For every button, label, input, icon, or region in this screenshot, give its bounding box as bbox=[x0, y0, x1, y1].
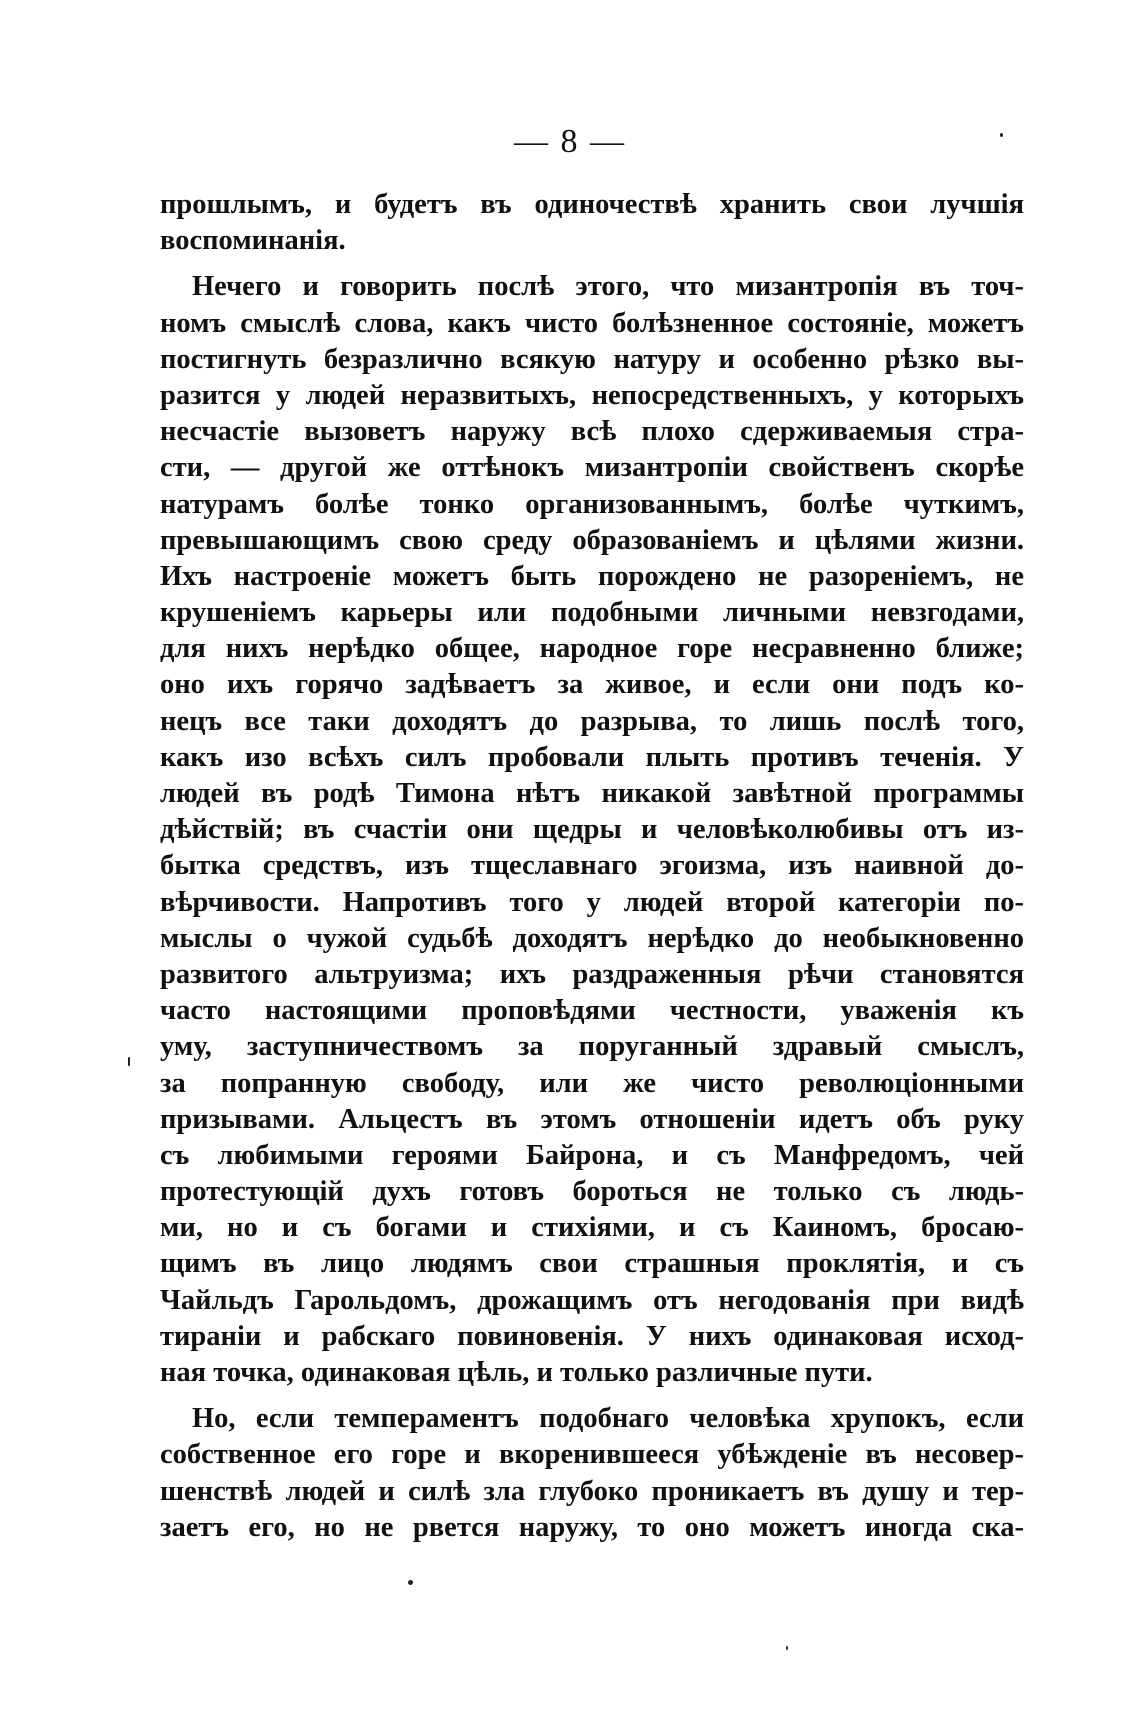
text-line: оно ихъ горячо задѣваетъ за живое, и если они подъ ко- bbox=[160, 669, 1024, 701]
text-line: нецъ все таки доходятъ до разрыва, то лишь послѣ того, bbox=[160, 705, 1024, 737]
print-speck bbox=[1000, 133, 1003, 137]
text-line: разится у людей неразвитыхъ, непосредственныхъ, у которыхъ bbox=[160, 379, 1024, 411]
text-line: Но, если темпераментъ подобнаго человѣка хрупокъ, если bbox=[192, 1403, 1024, 1435]
text-line: воспоминанія. bbox=[160, 225, 346, 257]
text-line: мыслы о чужой судьбѣ доходятъ нерѣдко до необыкновенно bbox=[160, 922, 1024, 954]
text-line: сти, — другой же оттѣнокъ мизантропіи свойственъ скорѣе bbox=[160, 452, 1024, 484]
print-speck bbox=[408, 1580, 413, 1585]
text-line: для нихъ нерѣдко общее, народное горе несравненно ближе; bbox=[160, 633, 1024, 665]
text-line: ми, но и съ богами и стихіями, и съ Каиномъ, бросаю- bbox=[160, 1212, 1024, 1244]
print-speck bbox=[128, 1057, 130, 1066]
text-line: прошлымъ, и будетъ въ одиночествѣ хранить свои лучшія bbox=[160, 189, 1024, 220]
text-line: крушеніемъ карьеры или подобными личными невзгодами, bbox=[160, 597, 1024, 629]
text-line: щимъ въ лицо людямъ свои страшныя проклятія, и съ bbox=[160, 1248, 1024, 1280]
text-line: собственное его горе и вкоренившееся убѣжденіе въ несовер- bbox=[160, 1439, 1024, 1471]
text-line: уму, заступничествомъ за поруганный здравый смыслъ, bbox=[160, 1031, 1024, 1063]
body-text bbox=[160, 187, 1024, 1546]
text-line: протестующій духъ готовъ бороться не только съ людь- bbox=[160, 1176, 1024, 1208]
text-line: заетъ его, но не рвется наружу, то оно можетъ иногда ска- bbox=[160, 1511, 1024, 1543]
paragraph-gap bbox=[160, 259, 1024, 269]
text-line: за попранную свободу, или же чисто революціонными bbox=[160, 1067, 1024, 1099]
text-line: Нечего и говорить послѣ этого, что мизантропія въ точ- bbox=[192, 271, 1024, 303]
text-line: тираніи и рабскаго повиновенія. У нихъ одинаковая исход- bbox=[160, 1320, 1024, 1352]
text-line: вѣрчивости. Напротивъ того у людей второй категоріи по- bbox=[160, 886, 1024, 918]
text-line: номъ смыслѣ слова, какъ чисто болѣзненное состояніе, можетъ bbox=[160, 307, 1024, 339]
text-line: ная точка, одинаковая цѣль, и только различные пути. bbox=[160, 1357, 873, 1388]
text-line: дѣйствій; въ счастіи они щедры и человѣколюбивы отъ из- bbox=[160, 814, 1024, 846]
text-line: часто настоящими проповѣдями честности, уваженія къ bbox=[160, 995, 1024, 1027]
paragraph-gap bbox=[160, 1391, 1024, 1401]
text-line: натурамъ болѣе тонко организованнымъ, болѣе чуткимъ, bbox=[160, 488, 1024, 520]
text-line: съ любимыми героями Байрона, и съ Манфредомъ, чей bbox=[160, 1139, 1024, 1171]
text-line: Чайльдъ Гарольдомъ, дрожащимъ отъ негодованія при видѣ bbox=[160, 1284, 1024, 1316]
text-line: несчастіе вызоветъ наружу всѣ плохо сдерживаемыя стра- bbox=[160, 416, 1024, 448]
text-line: призывами. Альцестъ въ этомъ отношеніи идетъ объ руку bbox=[160, 1103, 1024, 1135]
text-line: превышающимъ свою среду образованіемъ и цѣлями жизни. bbox=[160, 524, 1024, 556]
text-line: Ихъ настроеніе можетъ быть порождено не разореніемъ, не bbox=[160, 560, 1024, 592]
text-line: какъ изо всѣхъ силъ пробовали плыть противъ теченія. У bbox=[160, 741, 1024, 773]
page-number: — 8 — bbox=[514, 123, 626, 160]
text-line: шенствѣ людей и силѣ зла глубоко проникаетъ въ душу и тер- bbox=[160, 1475, 1024, 1507]
print-speck bbox=[786, 1646, 788, 1650]
text-line: бытка средствъ, изъ тщеславнаго эгоизма, изъ наивной до- bbox=[160, 850, 1024, 882]
text-line: людей въ родѣ Тимона нѣтъ никакой завѣтной программы bbox=[160, 778, 1024, 809]
text-line: постигнуть безразлично всякую натуру и особенно рѣзко вы- bbox=[160, 343, 1024, 375]
text-line: развитого альтруизма; ихъ раздраженныя рѣчи становятся bbox=[160, 958, 1024, 990]
